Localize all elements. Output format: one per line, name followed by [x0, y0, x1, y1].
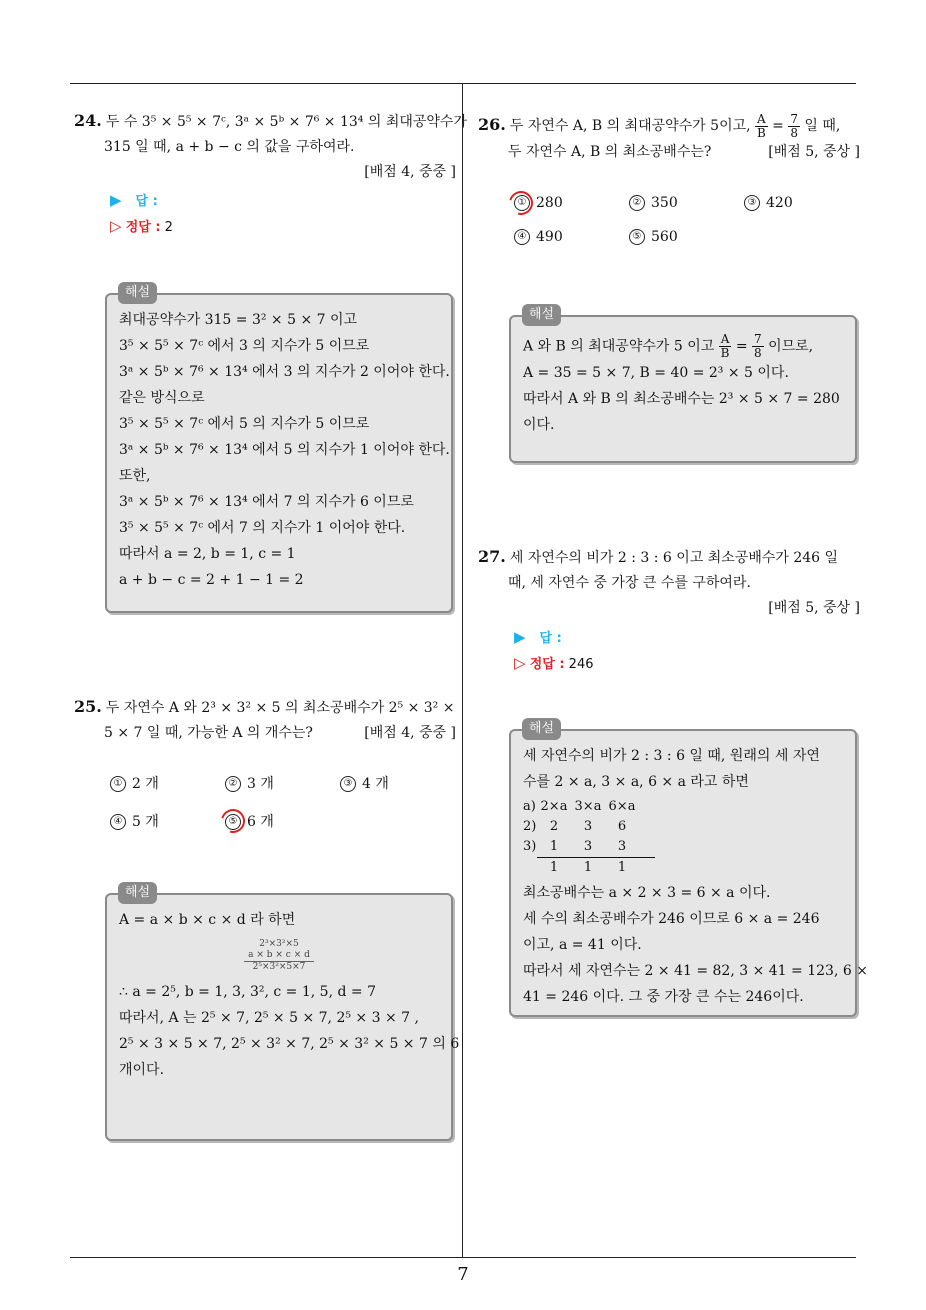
solution-line: 세 자연수의 비가 2 : 3 : 6 일 때, 원래의 세 자연	[523, 748, 820, 764]
fraction-a-b: $\frac{A}{B}$	[756, 111, 766, 140]
choices-26	[514, 195, 859, 245]
choices-25	[110, 773, 455, 831]
solution-line: a + b − c = 2 + 1 − 1 = 2	[119, 572, 304, 588]
choice-2[interactable]: ② 350	[629, 195, 744, 211]
solution-tag: 해설	[522, 304, 561, 326]
page-number: 7	[457, 1264, 469, 1285]
question-26: 26. 두 자연수 A, B 의 최대공약수가 5이고, $\frac{A}{B}$ = $\frac{7}{8}$ 일 때, 두 자연수 A, B 의 최소공배수는? [배점 5, 중상 ]	[478, 112, 860, 165]
choice-5[interactable]: ⑤ 6 개	[225, 811, 340, 831]
division-row	[523, 797, 843, 817]
division-cell: 3	[617, 839, 627, 854]
triangle-outline-icon: ▷	[110, 217, 122, 235]
correct-label: 정답 :	[125, 220, 161, 235]
division-cell: 3	[583, 819, 593, 834]
solution-line: 세 수의 최소공배수가 246 이므로 6 × a = 246	[523, 911, 820, 927]
solution-lines	[523, 743, 843, 795]
answer-block-24	[110, 188, 173, 240]
divisor: 3)	[523, 839, 537, 854]
question-number: 27.	[478, 547, 506, 566]
question-text: 두 자연수 A 와 2³ × 3² × 5 의 최소공배수가 2⁵ × 3² ×	[105, 700, 455, 716]
solution-line: 또한,	[119, 468, 151, 484]
question-27	[478, 544, 860, 621]
solution-line: 이고, a = 41 이다.	[523, 937, 642, 953]
ladder-diagram: 2³×3²×5 a × b × c × d 2⁵×3²×5×7	[119, 939, 439, 973]
fraction-7-8: $\frac{7}{8}$	[754, 332, 762, 360]
question-number: 24.	[74, 111, 102, 130]
answer-label: 답 :	[539, 631, 562, 646]
division-cell: 6	[617, 819, 627, 834]
solution-line: 3ᵃ × 5ᵇ × 7⁶ × 13⁴ 에서 5 의 지수가 1 이어야 한다.	[119, 442, 450, 458]
question-text: 두 수 3⁵ × 5⁵ × 7ᶜ, 3ᵃ × 5ᵇ × 7⁶ × 13⁴ 의 최대공약수가	[105, 114, 467, 130]
choice-2[interactable]: ② 3 개	[225, 773, 340, 793]
solution-tag: 해설	[118, 882, 157, 904]
choice-3[interactable]: ③ 420	[744, 195, 859, 211]
choice-1[interactable]: ① 280	[514, 195, 629, 211]
solution-lines	[119, 307, 450, 593]
division-row	[523, 858, 843, 878]
correct-label: 정답 :	[529, 657, 565, 672]
division-row	[523, 817, 843, 837]
play-icon: ▶	[514, 628, 526, 646]
top-rule	[70, 83, 856, 84]
bottom-rule	[70, 1257, 856, 1258]
question-score: [배점 4, 중중 ]	[364, 725, 456, 741]
question-score: [배점 4, 중중 ]	[364, 164, 456, 180]
solution-line: A = 35 = 5 × 7, B = 40 = 2³ × 5 이다.	[523, 365, 789, 381]
solution-line: A 와 B 의 최대공약수가 5 이고	[523, 338, 715, 355]
solution-lines	[523, 880, 868, 1010]
question-text: 두 자연수 A, B 의 최대공약수가 5이고,	[509, 118, 751, 134]
choice-1[interactable]: ① 2 개	[110, 773, 225, 793]
answer-label: 답 :	[135, 194, 158, 209]
division-cell: 6×a	[608, 799, 636, 814]
solution-box-25	[105, 893, 460, 1141]
solution-box-27	[509, 729, 868, 1017]
solution-line: 3ᵃ × 5ᵇ × 7⁶ × 13⁴ 에서 7 의 지수가 6 이므로	[119, 494, 414, 510]
division-cell: 2	[549, 819, 559, 834]
triangle-outline-icon: ▷	[514, 654, 526, 672]
solution-line: 3⁵ × 5⁵ × 7ᶜ 에서 5 의 지수가 5 이므로	[119, 416, 370, 432]
division-cell: 3×a	[574, 799, 602, 814]
solution-tag: 해설	[522, 718, 561, 740]
choice-3[interactable]: ③ 4 개	[340, 773, 455, 793]
solution-box-26: A 와 B 의 최대공약수가 5 이고 $\frac{A}{B}$ = $\frac{7}{8}$ 이므로, A = 35 = 5 × 7, B = 40 = 2³ × 5 이다. 따라서 A 와 B 의 최소공배수는 2³ × 5 × 7 = 280 이다.	[509, 315, 857, 463]
question-text: 315 일 때, a + b − c 의 값을 구하여라.	[104, 139, 355, 155]
question-text: 5 × 7 일 때, 가능한 A 의 개수는?	[104, 725, 313, 741]
question-25	[74, 694, 456, 746]
solution-line: 수를 2 × a, 3 × a, 6 × a 라고 하면	[523, 774, 749, 790]
answer-block-27	[514, 625, 594, 677]
division-cell: 1	[583, 860, 593, 875]
solution-line: 따라서, A 는 2⁵ × 7, 2⁵ × 5 × 7, 2⁵ × 3 × 7 ,	[119, 1010, 419, 1026]
question-score: [배점 5, 중상 ]	[768, 143, 860, 160]
division-cell: 1	[549, 860, 559, 875]
solution-line: 3⁵ × 5⁵ × 7ᶜ 에서 3 의 지수가 5 이므로	[119, 338, 370, 354]
question-number: 26.	[478, 115, 506, 134]
solution-line: 2⁵ × 3 × 5 × 7, 2⁵ × 3² × 7, 2⁵ × 3² × 5 × 7 의 6	[119, 1036, 460, 1052]
correct-value: 246	[568, 657, 594, 672]
fraction-7-8: $\frac{7}{8}$	[790, 111, 798, 140]
question-text: 때, 세 자연수 중 가장 큰 수를 구하여라.	[508, 575, 751, 591]
solution-line: 3⁵ × 5⁵ × 7ᶜ 에서 7 의 지수가 1 이어야 한다.	[119, 520, 406, 536]
question-text: 세 자연수의 비가 2 : 3 : 6 이고 최소공배수가 246 일	[509, 550, 839, 566]
fraction-a-b: $\frac{A}{B}$	[720, 332, 730, 360]
play-icon: ▶	[110, 191, 122, 209]
division-cell: 1	[549, 839, 559, 854]
divisor: a)	[523, 799, 536, 814]
division-cell: 2×a	[540, 799, 568, 814]
division-row	[523, 837, 843, 857]
solution-lines	[119, 979, 460, 1083]
solution-line: A = a × b × c × d 라 하면	[119, 912, 296, 928]
solution-line: 최소공배수는 a × 2 × 3 = 6 × a 이다.	[523, 885, 771, 901]
question-number: 25.	[74, 697, 102, 716]
solution-line: 따라서 세 자연수는 2 × 41 = 82, 3 × 41 = 123, 6 ×	[523, 963, 868, 979]
solution-box-24	[105, 293, 453, 613]
column-divider	[462, 83, 463, 1257]
solution-lines	[523, 360, 843, 438]
solution-line: 3ᵃ × 5ᵇ × 7⁶ × 13⁴ 에서 3 의 지수가 2 이어야 한다.	[119, 364, 450, 380]
question-score: [배점 5, 중상 ]	[768, 600, 860, 616]
solution-line: 최대공약수가 315 = 3² × 5 × 7 이고	[119, 312, 358, 328]
solution-line: ∴ a = 2⁵, b = 1, 3, 3², c = 1, 5, d = 7	[119, 984, 376, 1000]
division-cell: 3	[583, 839, 593, 854]
division-table	[523, 797, 843, 878]
solution-line: 41 = 246 이다. 그 중 가장 큰 수는 246이다.	[523, 989, 804, 1005]
solution-line: 같은 방식으로	[119, 390, 205, 406]
question-24	[74, 108, 467, 185]
choice-4[interactable]: ④ 5 개	[110, 811, 225, 831]
question-text: 두 자연수 A, B 의 최소공배수는?	[508, 143, 712, 160]
choice-4[interactable]: ④ 490	[514, 229, 629, 245]
division-cell: 1	[617, 860, 627, 875]
solution-line: 따라서 a = 2, b = 1, c = 1	[119, 546, 296, 562]
divisor: 2)	[523, 819, 537, 834]
solution-line: 개이다.	[119, 1062, 165, 1078]
correct-value: 2	[164, 220, 173, 235]
solution-line: 따라서 A 와 B 의 최소공배수는 2³ × 5 × 7 = 280	[523, 391, 840, 407]
solution-tag: 해설	[118, 282, 157, 304]
solution-line: 이다.	[523, 417, 555, 433]
choice-5[interactable]: ⑤ 560	[629, 229, 744, 245]
